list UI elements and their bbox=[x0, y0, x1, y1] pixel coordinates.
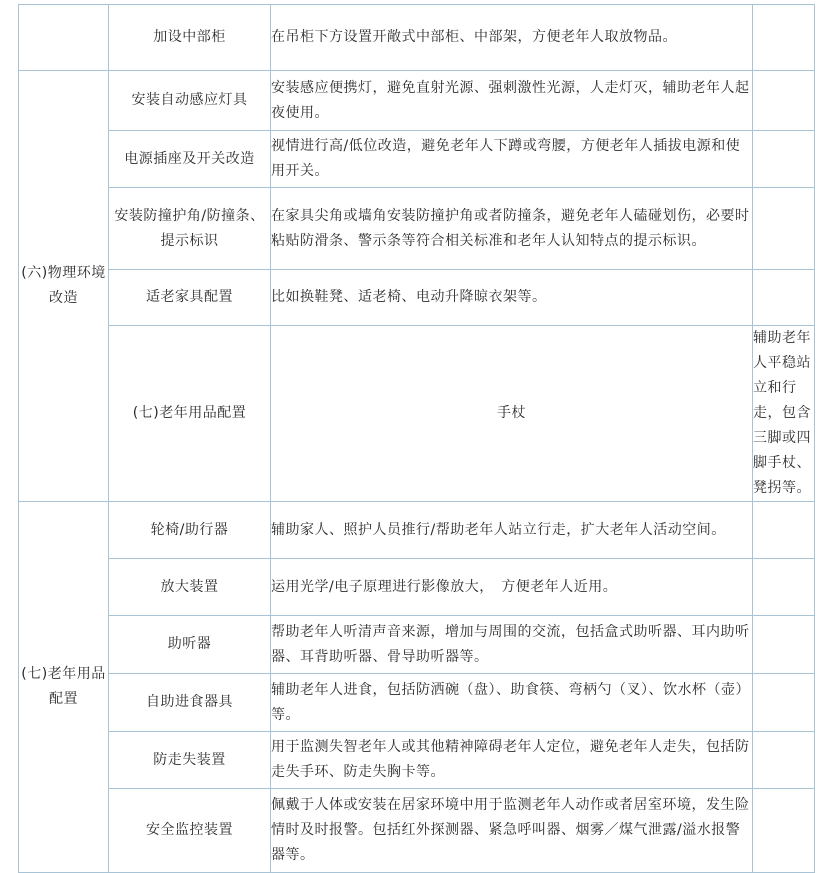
item-description-cell: 用于监测失智老年人或其他精神障碍老年人定位，避免老年人走失，包括防走失手环、防走失胸卡等。 bbox=[271, 732, 753, 789]
category-cell: (七)老年用品配置 bbox=[19, 502, 109, 873]
remark-cell bbox=[753, 502, 815, 559]
table-row bbox=[19, 502, 815, 559]
table-row bbox=[19, 71, 815, 131]
item-description-cell: 佩戴于人体或安装在居家环境中用于监测老年人动作或者居室环境，发生险情时及时报警。包括红外探测器、紧急呼叫器、烟雾／煤气泄露/溢水报警器等。 bbox=[271, 789, 753, 873]
remark-cell bbox=[753, 559, 815, 616]
table-row bbox=[19, 616, 815, 674]
item-description-cell: 辅助家人、照护人员推行/帮助老年人站立行走，扩大老年人活动空间。 bbox=[271, 502, 753, 559]
category-cell: (七)老年用品配置 bbox=[109, 326, 271, 502]
table-row bbox=[19, 732, 815, 789]
item-name-cell: 助听器 bbox=[109, 616, 271, 674]
item-description-cell: 在家具尖角或墙角安装防撞护角或者防撞条，避免老年人磕碰划伤，必要时粘贴防滑条、警示条等符合相关标准和老年人认知特点的提示标识。 bbox=[271, 188, 753, 270]
remark-cell bbox=[753, 789, 815, 873]
remark-cell bbox=[753, 616, 815, 674]
remark-cell bbox=[753, 270, 815, 326]
table-row bbox=[19, 559, 815, 616]
item-name-cell: 自助进食器具 bbox=[109, 674, 271, 732]
item-name-cell: 适老家具配置 bbox=[109, 270, 271, 326]
item-name-cell: 安装防撞护角/防撞条、提示标识 bbox=[109, 188, 271, 270]
item-description-cell: 运用光学/电子原理进行影像放大， 方便老年人近用。 bbox=[271, 559, 753, 616]
table-row bbox=[19, 5, 815, 71]
category-cell: (六)物理环境改造 bbox=[19, 71, 109, 502]
item-name-cell: 安装自动感应灯具 bbox=[109, 71, 271, 131]
remark-cell bbox=[753, 188, 815, 270]
table-row bbox=[19, 270, 815, 326]
remark-cell bbox=[753, 131, 815, 188]
remark-cell bbox=[753, 732, 815, 789]
table-row bbox=[19, 131, 815, 188]
item-description-cell: 比如换鞋凳、适老椅、电动升降晾衣架等。 bbox=[271, 270, 753, 326]
table-row bbox=[19, 789, 815, 873]
item-description-cell: 帮助老年人听清声音来源，增加与周围的交流，包括盒式助听器、耳内助听器、耳背助听器、骨导助听器等。 bbox=[271, 616, 753, 674]
item-description-cell: 辅助老年人平稳站立和行走，包含三脚或四脚手杖、凳拐等。 bbox=[753, 326, 815, 502]
item-name-cell: 加设中部柜 bbox=[109, 5, 271, 71]
item-name-cell: 防走失装置 bbox=[109, 732, 271, 789]
item-name-cell: 电源插座及开关改造 bbox=[109, 131, 271, 188]
item-name-cell: 放大装置 bbox=[109, 559, 271, 616]
category-cell bbox=[19, 5, 109, 71]
item-description-cell: 视情进行高/低位改造，避免老年人下蹲或弯腰，方便老年人插拔电源和使用开关。 bbox=[271, 131, 753, 188]
remark-cell bbox=[753, 5, 815, 71]
table-row bbox=[19, 188, 815, 270]
item-name-cell: 安全监控装置 bbox=[109, 789, 271, 873]
table-row bbox=[19, 674, 815, 732]
item-name-cell: 手杖 bbox=[271, 326, 753, 502]
item-description-cell: 辅助老年人进食，包括防洒碗（盘）、助食筷、弯柄勺（叉）、饮水杯（壶） 等。 bbox=[271, 674, 753, 732]
item-description-cell: 安装感应便携灯，避免直射光源、强刺激性光源，人走灯灭，辅助老年人起夜使用。 bbox=[271, 71, 753, 131]
remark-cell bbox=[753, 71, 815, 131]
item-name-cell: 轮椅/助行器 bbox=[109, 502, 271, 559]
item-description-cell: 在吊柜下方设置开敞式中部柜、中部架，方便老年人取放物品。 bbox=[271, 5, 753, 71]
remark-cell bbox=[753, 674, 815, 732]
aging-adaptation-table bbox=[18, 4, 815, 873]
table-row bbox=[19, 326, 815, 502]
